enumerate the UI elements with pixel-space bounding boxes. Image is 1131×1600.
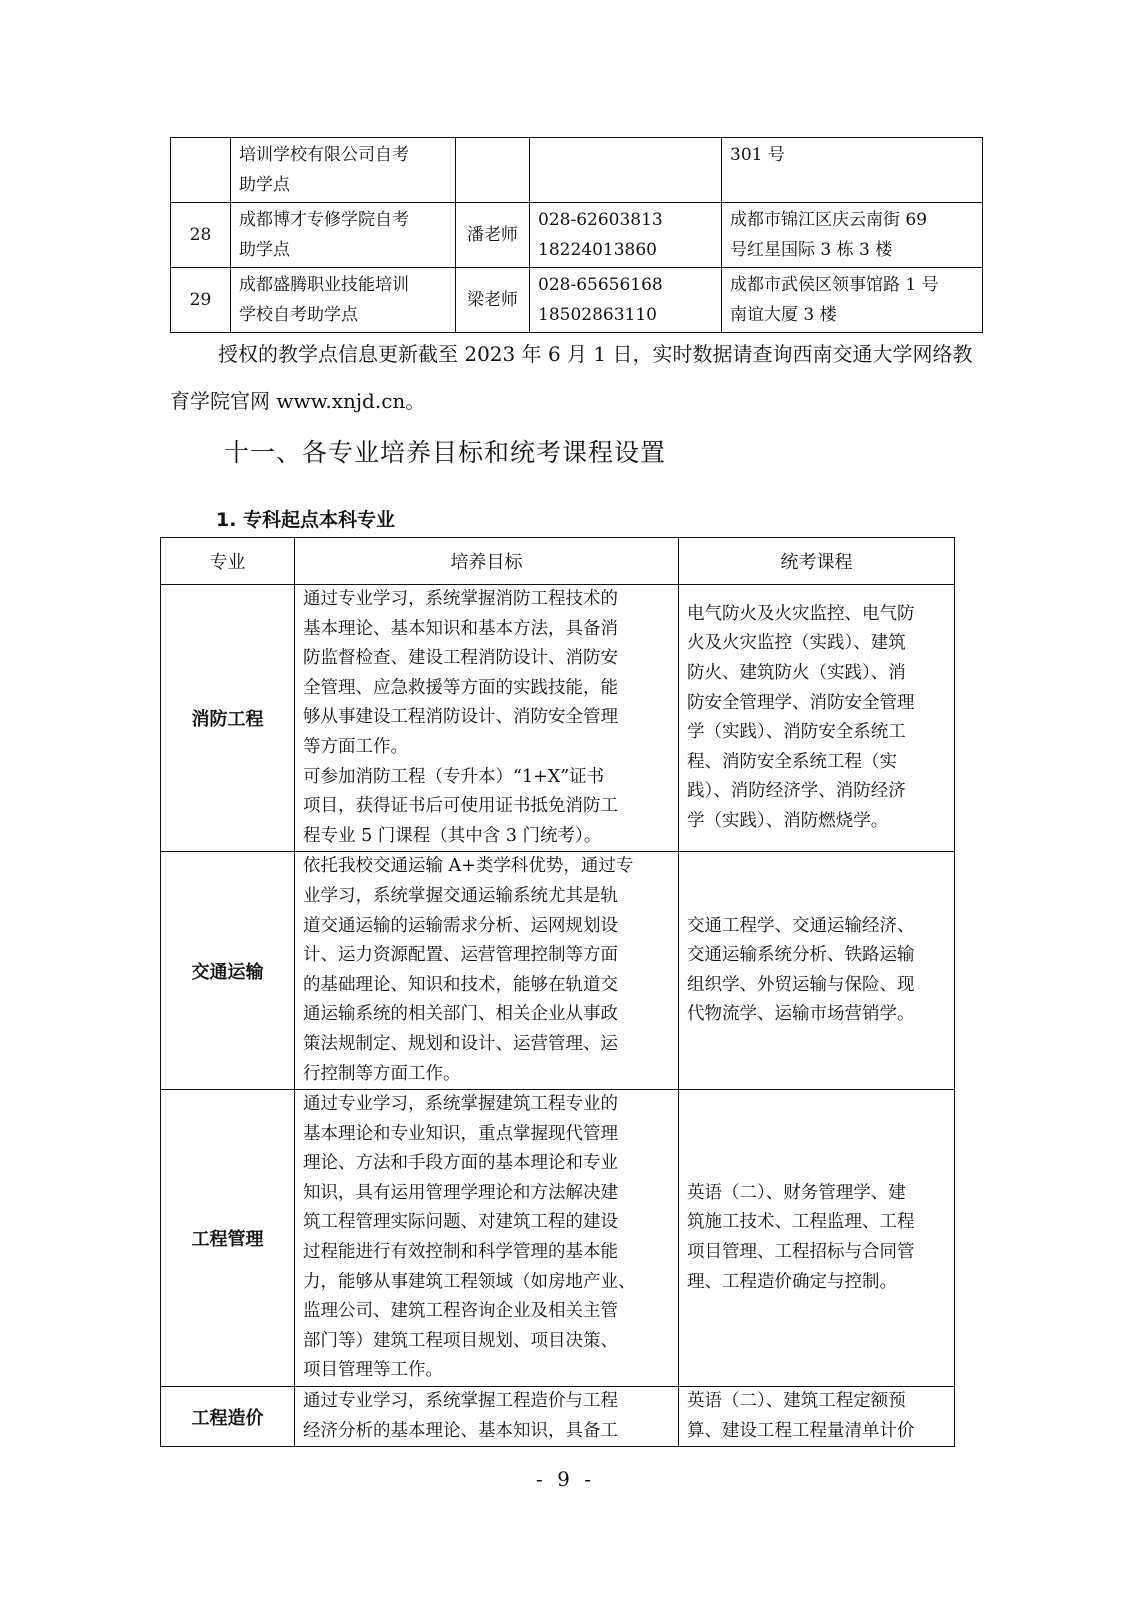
major-name: 工程管理 (161, 1090, 295, 1387)
major-name: 交通运输 (161, 852, 295, 1090)
table-row (161, 852, 955, 1090)
table-row (171, 203, 983, 268)
major-goal: 通过专业学习，系统掌握消防工程技术的 基本理论、基本知识和基本方法，具备消 防监督检查、建设工程消防设计、消防安 全管理、应急救援等方面的实践技能，能 够从事建设工程消防设计、消防安全管理 等方面工作。 可参加消防工程（专升本）“1+X”证书 项目，获得证书后可使用证书抵免消防工 程专业 5 门课程（其中含 3 门统考）。 (295, 585, 679, 852)
site-address: 301 号 (722, 138, 983, 203)
site-contact: 潘老师 (456, 203, 530, 268)
major-name: 消防工程 (161, 585, 295, 852)
site-address: 成都市锦江区庆云南街 69 号红星国际 3 栋 3 楼 (722, 203, 983, 268)
table-row (171, 268, 983, 333)
table-row (161, 1090, 955, 1387)
site-name: 培训学校有限公司自考 助学点 (231, 138, 456, 203)
page-number: - 9 - (536, 1467, 595, 1491)
table-row (171, 138, 983, 203)
header-major: 专业 (161, 538, 295, 585)
site-phone: 028-62603813 18224013860 (530, 203, 722, 268)
sub-title: 1. 专科起点本科专业 (216, 509, 396, 531)
header-goal: 培养目标 (295, 538, 679, 585)
section-title: 十一、各专业培养目标和统考课程设置 (224, 438, 667, 467)
site-number: 29 (171, 268, 231, 333)
major-goal: 依托我校交通运输 A+类学科优势，通过专 业学习，系统掌握交通运输系统尤其是轨 道交通运输的运输需求分析、运网规划设 计、运力资源配置、运营管理控制等方面 的基础理论、知识和技术，能够在轨道交 通运输系统的相关部门、相关企业从事政 策法规制定、规划和设计、运营管理、运 行控制等方面工作。 (295, 852, 679, 1090)
update-note: 授权的教学点信息更新截至 2023 年 6 月 1 日，实时数据请查询西南交通大学网络教育学院官网 www.xnjd.cn。 (170, 342, 973, 413)
table-row (161, 1387, 955, 1447)
site-phone: 028-65656168 18502863110 (530, 268, 722, 333)
site-name: 成都博才专修学院自考 助学点 (231, 203, 456, 268)
site-address: 成都市武侯区领事馆路 1 号 南谊大厦 3 楼 (722, 268, 983, 333)
major-courses: 交通工程学、交通运输经济、 交通运输系统分析、铁路运输 组织学、外贸运输与保险、现 代物流学、运输市场营销学。 (679, 852, 955, 1090)
site-contact (456, 138, 530, 203)
training-sites-table (170, 137, 983, 333)
majors-table (160, 537, 955, 1447)
major-courses: 英语（二）、财务管理学、建 筑施工技术、工程监理、工程 项目管理、工程招标与合同管 理、工程造价确定与控制。 (679, 1090, 955, 1387)
major-courses: 电气防火及火灾监控、电气防 火及火灾监控（实践）、建筑 防火、建筑防火（实践）、消 防安全管理学、消防安全管理 学（实践）、消防安全系统工 程、消防安全系统工程（实 践）、消防经济学、消防经济 学（实践）、消防燃烧学。 (679, 585, 955, 852)
site-phone (530, 138, 722, 203)
site-contact: 梁老师 (456, 268, 530, 333)
site-number: 28 (171, 203, 231, 268)
major-goal: 通过专业学习，系统掌握工程造价与工程 经济分析的基本理论、基本知识，具备工 (295, 1387, 679, 1447)
site-name: 成都盛腾职业技能培训 学校自考助学点 (231, 268, 456, 333)
site-number (171, 138, 231, 203)
major-goal: 通过专业学习，系统掌握建筑工程专业的 基本理论和专业知识，重点掌握现代管理 理论、方法和手段方面的基本理论和专业 知识，具有运用管理学理论和方法解决建 筑工程管理实际问题、对建筑工程的建设 过程能进行有效控制和科学管理的基本能 力，能够从事建筑工程领域（如房地产业、 监理公司、建筑工程咨询企业及相关主管 部门等）建筑工程项目规划、项目决策、 项目管理等工作。 (295, 1090, 679, 1387)
header-courses: 统考课程 (679, 538, 955, 585)
table-header-row (161, 538, 955, 585)
major-name: 工程造价 (161, 1387, 295, 1447)
table-row (161, 585, 955, 852)
major-courses: 英语（二）、建筑工程定额预 算、建设工程工程量清单计价 (679, 1387, 955, 1447)
